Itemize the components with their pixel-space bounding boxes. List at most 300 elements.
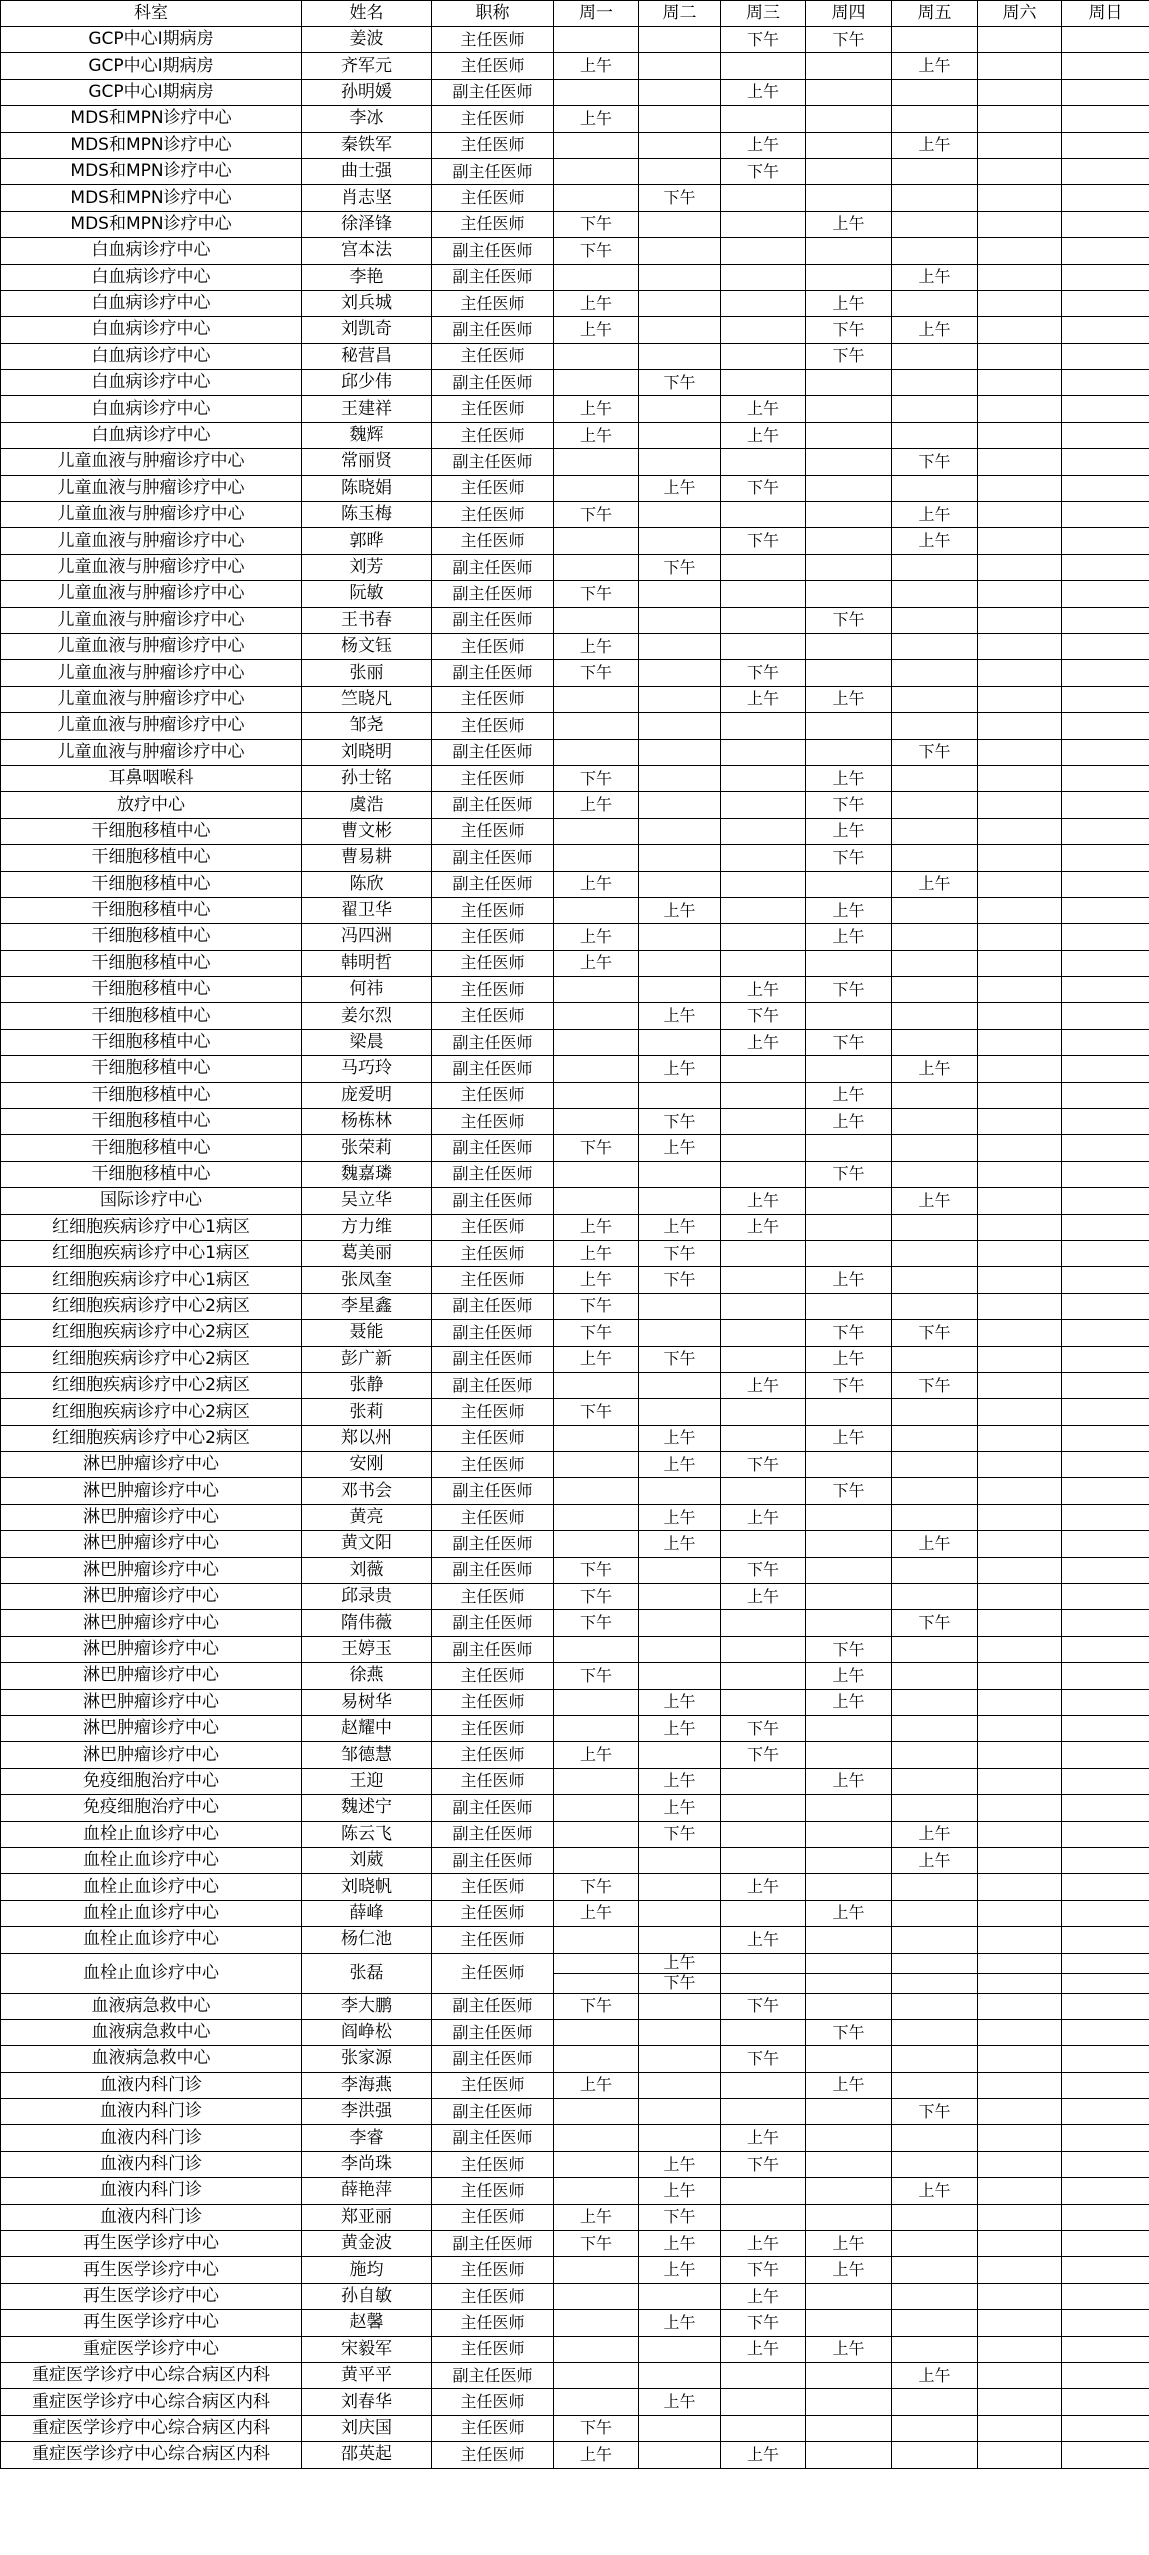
schedule-cell: 下午	[806, 1478, 892, 1504]
schedule-cell: 下午	[892, 739, 978, 765]
schedule-cell: 上午	[721, 396, 806, 422]
doctor-name-cell: 陈云飞	[302, 1821, 432, 1847]
schedule-cell: 上午	[892, 1188, 978, 1214]
schedule-cell	[1062, 185, 1149, 211]
schedule-cell: 上午	[639, 1716, 721, 1742]
schedule-cell	[978, 1584, 1062, 1610]
schedule-cell	[806, 396, 892, 422]
schedule-cell	[892, 818, 978, 844]
schedule-cell	[721, 1320, 806, 1346]
dept-cell: 红细胞疾病诊疗中心2病区	[1, 1399, 302, 1425]
doctor-title-cell: 副主任医师	[432, 581, 554, 607]
schedule-cell: 上午	[721, 2231, 806, 2257]
schedule-cell	[892, 2125, 978, 2151]
schedule-cell	[721, 2099, 806, 2125]
schedule-cell: 下午	[639, 1346, 721, 1372]
schedule-cell	[1062, 739, 1149, 765]
doctor-title-cell: 主任医师	[432, 2415, 554, 2441]
schedule-cell	[892, 2204, 978, 2230]
schedule-cell: 下午	[554, 1135, 639, 1161]
schedule-cell: 上午	[892, 2362, 978, 2388]
schedule-cell: 上午	[892, 53, 978, 79]
schedule-cell	[554, 818, 639, 844]
schedule-cell	[892, 792, 978, 818]
schedule-cell	[978, 2204, 1062, 2230]
header-sat: 周六	[978, 1, 1062, 27]
schedule-cell	[639, 792, 721, 818]
schedule-cell	[1062, 211, 1149, 237]
schedule-cell: 上午	[721, 1372, 806, 1398]
schedule-cell	[978, 1399, 1062, 1425]
schedule-cell	[639, 396, 721, 422]
dept-cell: 血栓止血诊疗中心	[1, 1874, 302, 1900]
schedule-cell	[978, 1452, 1062, 1478]
doctor-name-cell: 阎峥松	[302, 2019, 432, 2045]
schedule-cell	[554, 1109, 639, 1135]
schedule-cell	[1062, 950, 1149, 976]
doctor-title-cell: 主任医师	[432, 1768, 554, 1794]
dept-cell: 儿童血液与肿瘤诊疗中心	[1, 528, 302, 554]
schedule-cell: 上午	[639, 1452, 721, 1478]
dept-cell: 儿童血液与肿瘤诊疗中心	[1, 713, 302, 739]
table-row	[1, 1927, 1149, 1953]
schedule-cell	[554, 2099, 639, 2125]
schedule-cell	[1062, 449, 1149, 475]
schedule-cell	[892, 1900, 978, 1926]
schedule-cell	[892, 713, 978, 739]
dept-cell: 红细胞疾病诊疗中心2病区	[1, 1425, 302, 1451]
schedule-cell	[978, 633, 1062, 659]
schedule-cell	[554, 1188, 639, 1214]
schedule-cell: 上午	[892, 1847, 978, 1873]
schedule-cell	[978, 1372, 1062, 1398]
dept-cell: 血液内科门诊	[1, 2204, 302, 2230]
doctor-title-cell: 副主任医师	[432, 1821, 554, 1847]
schedule-cell	[721, 185, 806, 211]
schedule-cell	[1062, 343, 1149, 369]
table-row	[1, 528, 1149, 554]
header-sun: 周日	[1062, 1, 1149, 27]
doctor-title-cell: 主任医师	[432, 1663, 554, 1689]
schedule-cell: 下午	[554, 238, 639, 264]
schedule-cell	[721, 845, 806, 871]
schedule-cell	[639, 845, 721, 871]
schedule-cell	[1062, 1663, 1149, 1689]
dept-cell: 再生医学诊疗中心	[1, 2257, 302, 2283]
schedule-cell	[1062, 1716, 1149, 1742]
schedule-cell	[554, 1973, 639, 1993]
doctor-title-cell: 副主任医师	[432, 660, 554, 686]
table-row	[1, 2099, 1149, 2125]
schedule-cell	[806, 1610, 892, 1636]
doctor-name-cell: 姜尔烈	[302, 1003, 432, 1029]
dept-cell: 红细胞疾病诊疗中心2病区	[1, 1293, 302, 1319]
schedule-cell: 下午	[554, 1874, 639, 1900]
table-row	[1, 1610, 1149, 1636]
doctor-title-cell: 副主任医师	[432, 1188, 554, 1214]
schedule-cell	[978, 1874, 1062, 1900]
schedule-cell: 上午	[639, 2151, 721, 2177]
schedule-cell	[892, 1742, 978, 1768]
schedule-cell	[892, 845, 978, 871]
doctor-title-cell: 副主任医师	[432, 370, 554, 396]
schedule-cell	[1062, 977, 1149, 1003]
dept-cell: 干细胞移植中心	[1, 1161, 302, 1187]
schedule-cell: 上午	[639, 1425, 721, 1451]
schedule-cell: 上午	[721, 1214, 806, 1240]
schedule-cell	[721, 2204, 806, 2230]
schedule-cell	[639, 158, 721, 184]
schedule-cell	[1062, 1452, 1149, 1478]
schedule-cell	[1062, 1082, 1149, 1108]
schedule-cell	[554, 370, 639, 396]
doctor-title-cell: 主任医师	[432, 713, 554, 739]
schedule-cell: 下午	[806, 977, 892, 1003]
doctor-title-cell: 副主任医师	[432, 1293, 554, 1319]
doctor-name-cell: 阮敏	[302, 581, 432, 607]
schedule-cell	[639, 1161, 721, 1187]
doctor-title-cell: 副主任医师	[432, 1029, 554, 1055]
schedule-cell: 上午	[892, 502, 978, 528]
table-row	[1, 1425, 1149, 1451]
doctor-title-cell: 主任医师	[432, 2072, 554, 2098]
schedule-body	[1, 27, 1149, 1954]
schedule-cell	[892, 554, 978, 580]
schedule-cell	[639, 132, 721, 158]
schedule-cell	[892, 1293, 978, 1319]
doctor-name-cell: 曹易耕	[302, 845, 432, 871]
schedule-cell	[721, 106, 806, 132]
dept-cell: MDS和MPN诊疗中心	[1, 211, 302, 237]
doctor-name-cell: 郑亚丽	[302, 2204, 432, 2230]
schedule-cell	[1062, 238, 1149, 264]
doctor-title-cell: 副主任医师	[432, 1346, 554, 1372]
schedule-cell: 上午	[554, 1742, 639, 1768]
doctor-name-cell: 王婷玉	[302, 1636, 432, 1662]
schedule-cell	[1062, 132, 1149, 158]
dept-cell: 白血病诊疗中心	[1, 370, 302, 396]
schedule-cell	[639, 422, 721, 448]
schedule-cell	[892, 2415, 978, 2441]
schedule-cell	[978, 475, 1062, 501]
schedule-cell	[639, 581, 721, 607]
doctor-title-cell: 主任医师	[432, 2389, 554, 2415]
dept-cell: 重症医学诊疗中心	[1, 2336, 302, 2362]
schedule-cell: 下午	[721, 1452, 806, 1478]
schedule-cell	[639, 238, 721, 264]
table-row	[1, 660, 1149, 686]
schedule-cell	[892, 581, 978, 607]
schedule-cell	[721, 317, 806, 343]
schedule-cell: 上午	[554, 2072, 639, 2098]
schedule-cell	[892, 475, 978, 501]
schedule-cell	[978, 1267, 1062, 1293]
doctor-title-cell: 主任医师	[432, 211, 554, 237]
schedule-cell: 上午	[639, 1135, 721, 1161]
schedule-cell	[1062, 502, 1149, 528]
schedule-cell	[806, 1293, 892, 1319]
schedule-cell	[1062, 1504, 1149, 1530]
schedule-cell	[639, 950, 721, 976]
schedule-cell	[892, 607, 978, 633]
schedule-cell: 下午	[806, 1029, 892, 1055]
dept-cell: 干细胞移植中心	[1, 871, 302, 897]
doctor-name-cell: 孙明媛	[302, 79, 432, 105]
schedule-cell	[1062, 845, 1149, 871]
schedule-cell: 上午	[554, 950, 639, 976]
doctor-title-cell: 副主任医师	[432, 1610, 554, 1636]
schedule-cell: 上午	[806, 818, 892, 844]
schedule-cell: 上午	[806, 2336, 892, 2362]
schedule-cell	[721, 2072, 806, 2098]
schedule-cell	[554, 2310, 639, 2336]
schedule-cell: 上午	[639, 2178, 721, 2204]
table-row	[1, 1874, 1149, 1900]
doctor-name-cell: 邓书会	[302, 1478, 432, 1504]
table-row	[1, 2442, 1149, 2468]
schedule-cell: 下午	[806, 845, 892, 871]
table-row	[1, 1161, 1149, 1187]
dept-cell: 干细胞移植中心	[1, 845, 302, 871]
schedule-cell	[892, 1557, 978, 1583]
schedule-cell: 上午	[806, 1082, 892, 1108]
schedule-cell	[554, 1531, 639, 1557]
doctor-title-cell: 副主任医师	[432, 2099, 554, 2125]
schedule-cell	[806, 2125, 892, 2151]
schedule-cell	[1062, 1973, 1149, 1993]
schedule-cell	[1062, 1109, 1149, 1135]
dept-cell: 重症医学诊疗中心综合病区内科	[1, 2362, 302, 2388]
schedule-cell	[721, 1953, 806, 1973]
schedule-cell	[721, 765, 806, 791]
schedule-cell	[721, 1425, 806, 1451]
dept-cell: 血栓止血诊疗中心	[1, 1821, 302, 1847]
schedule-cell: 下午	[721, 1742, 806, 1768]
schedule-cell	[1062, 1188, 1149, 1214]
table-row	[1, 1346, 1149, 1372]
table-row	[1, 264, 1149, 290]
table-row	[1, 502, 1149, 528]
schedule-cell	[978, 1135, 1062, 1161]
schedule-cell	[1062, 713, 1149, 739]
schedule-cell	[978, 1161, 1062, 1187]
table-row	[1, 713, 1149, 739]
doctor-title-cell: 主任医师	[432, 475, 554, 501]
dept-cell: 淋巴肿瘤诊疗中心	[1, 1504, 302, 1530]
schedule-cell	[1062, 2204, 1149, 2230]
dept-cell: 耳鼻咽喉科	[1, 765, 302, 791]
table-row	[1, 211, 1149, 237]
schedule-cell	[639, 1636, 721, 1662]
schedule-cell	[1062, 1056, 1149, 1082]
schedule-cell	[806, 1531, 892, 1557]
doctor-name-cell: 常丽贤	[302, 449, 432, 475]
schedule-cell	[978, 53, 1062, 79]
schedule-cell	[1062, 1821, 1149, 1847]
schedule-cell	[1062, 554, 1149, 580]
schedule-cell: 下午	[554, 1584, 639, 1610]
schedule-cell	[978, 2072, 1062, 2098]
header-mon: 周一	[554, 1, 639, 27]
schedule-cell	[639, 871, 721, 897]
schedule-cell	[1062, 792, 1149, 818]
dept-cell: 血液内科门诊	[1, 2125, 302, 2151]
schedule-cell	[1062, 2257, 1149, 2283]
table-row	[1, 1293, 1149, 1319]
table-row	[1, 2151, 1149, 2177]
schedule-cell: 上午	[639, 1056, 721, 1082]
schedule-cell: 上午	[892, 528, 978, 554]
schedule-cell	[1062, 1214, 1149, 1240]
schedule-cell	[554, 2336, 639, 2362]
schedule-cell	[978, 2362, 1062, 2388]
schedule-cell	[721, 1900, 806, 1926]
schedule-cell: 上午	[721, 1874, 806, 1900]
schedule-cell: 上午	[806, 290, 892, 316]
schedule-cell	[978, 739, 1062, 765]
schedule-cell	[892, 79, 978, 105]
schedule-cell	[1062, 264, 1149, 290]
schedule-cell	[1062, 1161, 1149, 1187]
doctor-title-cell: 副主任医师	[432, 1531, 554, 1557]
schedule-cell	[978, 1973, 1062, 1993]
dept-cell: 儿童血液与肿瘤诊疗中心	[1, 686, 302, 712]
table-row	[1, 2072, 1149, 2098]
schedule-cell	[721, 633, 806, 659]
schedule-cell: 上午	[721, 1584, 806, 1610]
schedule-cell: 下午	[806, 792, 892, 818]
table-row	[1, 1135, 1149, 1161]
schedule-cell: 上午	[639, 1214, 721, 1240]
dept-cell: 儿童血液与肿瘤诊疗中心	[1, 739, 302, 765]
doctor-title-cell: 主任医师	[432, 2283, 554, 2309]
table-row	[1, 2362, 1149, 2388]
schedule-cell	[1062, 2442, 1149, 2468]
schedule-cell: 上午	[892, 1821, 978, 1847]
schedule-cell	[806, 1452, 892, 1478]
schedule-cell: 下午	[721, 1557, 806, 1583]
doctor-name-cell: 薛艳萍	[302, 2178, 432, 2204]
doctor-name-cell: 赵耀中	[302, 1716, 432, 1742]
doctor-title-cell: 主任医师	[432, 396, 554, 422]
doctor-title-cell: 主任医师	[432, 686, 554, 712]
schedule-cell	[978, 686, 1062, 712]
doctor-name-cell: 梁晨	[302, 1029, 432, 1055]
schedule-cell	[1062, 1900, 1149, 1926]
dept-cell: 儿童血液与肿瘤诊疗中心	[1, 554, 302, 580]
dept-cell: MDS和MPN诊疗中心	[1, 158, 302, 184]
schedule-cell	[892, 2046, 978, 2072]
schedule-cell	[554, 845, 639, 871]
schedule-cell	[639, 211, 721, 237]
schedule-cell	[639, 2099, 721, 2125]
doctor-name-cell: 陈欣	[302, 871, 432, 897]
schedule-cell	[639, 1847, 721, 1873]
dept-cell: 干细胞移植中心	[1, 1029, 302, 1055]
schedule-cell	[639, 686, 721, 712]
schedule-cell	[1062, 897, 1149, 923]
schedule-cell	[892, 1109, 978, 1135]
schedule-cell	[806, 1056, 892, 1082]
schedule-cell: 下午	[554, 1320, 639, 1346]
schedule-cell	[978, 1320, 1062, 1346]
schedule-cell: 上午	[554, 871, 639, 897]
schedule-cell: 下午	[892, 2099, 978, 2125]
schedule-cell: 下午	[554, 502, 639, 528]
doctor-title-cell: 副主任医师	[432, 158, 554, 184]
schedule-cell	[554, 1161, 639, 1187]
schedule-cell	[978, 1900, 1062, 1926]
table-row	[1, 132, 1149, 158]
doctor-name-cell: 邵英起	[302, 2442, 432, 2468]
schedule-cell	[639, 1927, 721, 1953]
schedule-cell	[554, 1636, 639, 1662]
schedule-cell	[978, 422, 1062, 448]
schedule-cell	[806, 53, 892, 79]
dept-cell: 红细胞疾病诊疗中心1病区	[1, 1240, 302, 1266]
header-tue: 周二	[639, 1, 721, 27]
schedule-cell	[806, 264, 892, 290]
schedule-cell	[639, 2125, 721, 2151]
schedule-cell	[639, 1557, 721, 1583]
doctor-title-cell: 副主任医师	[432, 1993, 554, 2019]
schedule-cell: 上午	[639, 1768, 721, 1794]
schedule-cell	[721, 2389, 806, 2415]
doctor-name-cell: 魏辉	[302, 422, 432, 448]
doctor-name-cell: 孙士铭	[302, 765, 432, 791]
schedule-cell	[554, 475, 639, 501]
schedule-cell	[721, 370, 806, 396]
table-row	[1, 950, 1149, 976]
schedule-cell	[978, 132, 1062, 158]
table-row	[1, 1504, 1149, 1530]
doctor-title-cell: 主任医师	[432, 1399, 554, 1425]
schedule-cell	[978, 2125, 1062, 2151]
schedule-cell	[892, 2151, 978, 2177]
doctor-title-cell: 主任医师	[432, 1425, 554, 1451]
doctor-title-cell: 副主任医师	[432, 1320, 554, 1346]
schedule-cell	[806, 633, 892, 659]
schedule-cell	[806, 1003, 892, 1029]
schedule-cell	[721, 1663, 806, 1689]
schedule-cell	[892, 238, 978, 264]
doctor-name-cell: 吴立华	[302, 1188, 432, 1214]
doctor-title-cell: 主任医师	[432, 1953, 554, 1993]
doctor-name-cell: 曹文彬	[302, 818, 432, 844]
table-row	[1, 633, 1149, 659]
schedule-cell	[978, 1003, 1062, 1029]
schedule-cell	[978, 290, 1062, 316]
schedule-cell	[892, 1636, 978, 1662]
doctor-name-cell: 徐燕	[302, 1663, 432, 1689]
schedule-cell: 上午	[639, 2231, 721, 2257]
schedule-cell	[721, 739, 806, 765]
schedule-cell	[1062, 158, 1149, 184]
doctor-name-cell: 魏嘉璘	[302, 1161, 432, 1187]
schedule-cell	[892, 1795, 978, 1821]
schedule-cell	[978, 1188, 1062, 1214]
doctor-name-cell: 邹尧	[302, 713, 432, 739]
schedule-cell	[892, 1346, 978, 1372]
schedule-cell: 上午	[554, 1267, 639, 1293]
doctor-name-cell: 李睿	[302, 2125, 432, 2151]
schedule-cell	[639, 449, 721, 475]
schedule-cell	[554, 2283, 639, 2309]
table-row	[1, 1188, 1149, 1214]
doctor-name-cell: 邱少伟	[302, 370, 432, 396]
dept-cell: 国际诊疗中心	[1, 1188, 302, 1214]
schedule-cell	[892, 633, 978, 659]
